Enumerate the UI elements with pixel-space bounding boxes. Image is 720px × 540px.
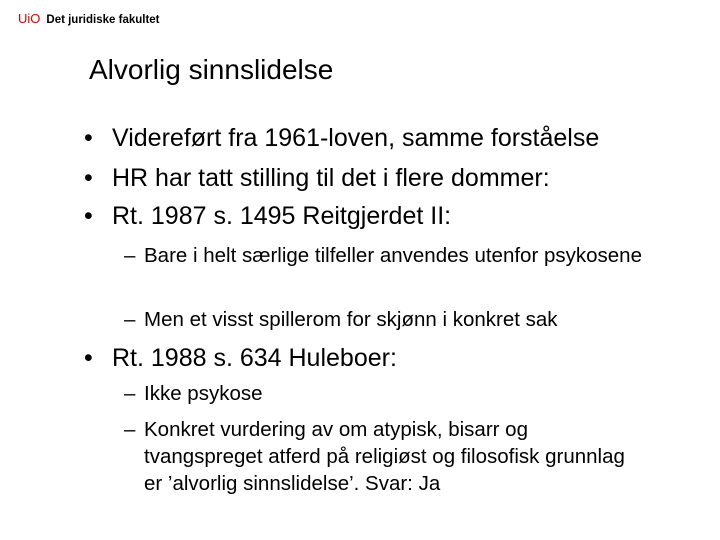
institution-header <box>18 11 160 26</box>
sub-bullet-dash: – <box>124 418 136 441</box>
slide-title: Alvorlig sinnslidelse <box>89 54 334 85</box>
faculty-name: Det juridiske fakultet <box>46 14 160 26</box>
sub-bullet-item <box>124 416 644 497</box>
bullet-dot: • <box>84 202 93 230</box>
bullet-dot: • <box>84 164 93 192</box>
bullet-dot: • <box>84 344 93 372</box>
sub-bullet-item <box>124 306 644 333</box>
bullet-text: Rt. 1987 s. 1495 Reitgjerdet II: <box>112 202 452 230</box>
sub-bullet-item <box>124 242 644 269</box>
bullet-dot: • <box>84 124 93 152</box>
bullet-text: Videreført fra 1961-loven, samme forståelse <box>112 124 600 152</box>
bullet-text: HR har tatt stilling til det i flere dommer: <box>112 164 550 192</box>
sub-bullet-item <box>124 380 644 407</box>
sub-bullet-text: Ikke psykose <box>144 382 263 405</box>
sub-bullet-dash: – <box>124 382 136 405</box>
bullet-text: Rt. 1988 s. 634 Huleboer: <box>112 344 397 372</box>
sub-bullet-text: Bare i helt særlige tilfeller anvendes utenfor psykosene <box>144 244 642 267</box>
sub-bullet-text: Konkret vurdering av om atypisk, bisarr og tvangspreget atferd på religiøst og filosofisk grunnlag er ’alvorlig sinnslidelse’. Svar: Ja <box>144 418 625 495</box>
sub-bullet-dash: – <box>124 244 136 267</box>
sub-bullet-dash: – <box>124 308 136 331</box>
sub-bullet-text: Men et visst spillerom for skjønn i konkret sak <box>144 308 558 331</box>
uio-logo: UiO <box>18 11 41 26</box>
